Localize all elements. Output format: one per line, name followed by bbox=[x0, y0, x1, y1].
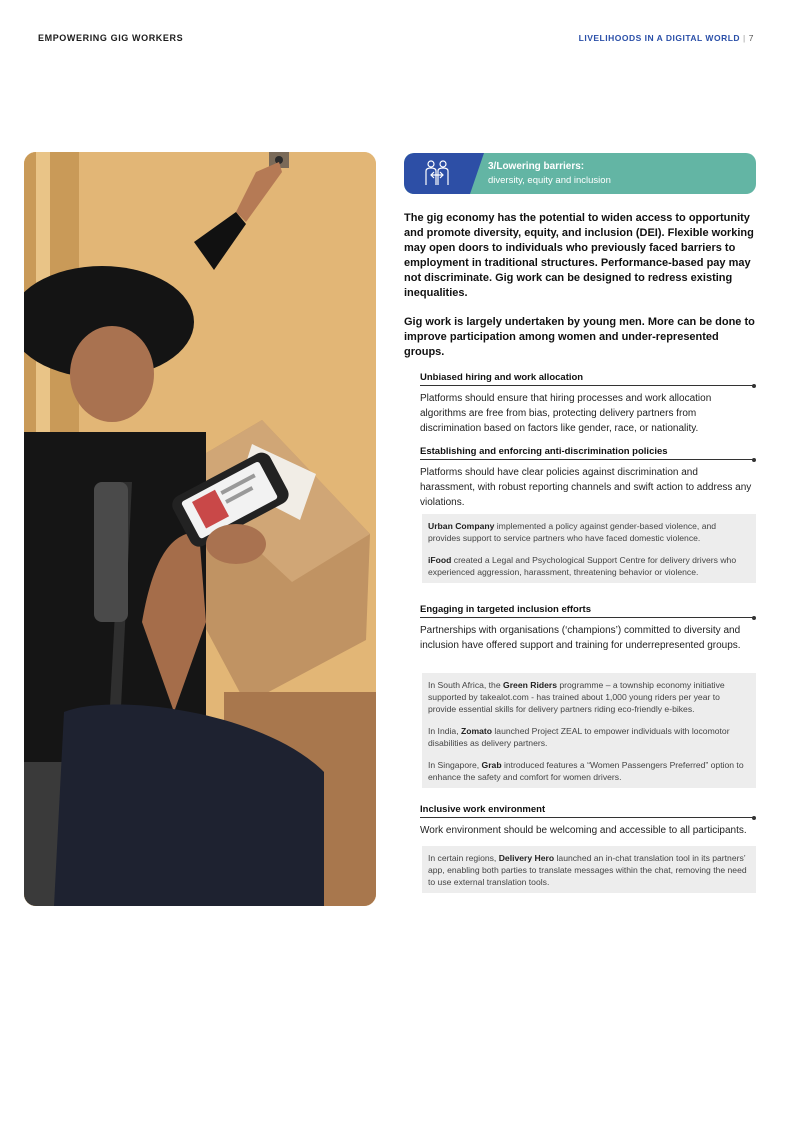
banner-icon-box bbox=[404, 153, 470, 194]
brand-name: Green Riders bbox=[503, 680, 557, 690]
brand-name: iFood bbox=[428, 555, 452, 565]
section-body: Platforms should have clear policies against discrimination and harassment, with robust reporting channels and swift action to address any violations. bbox=[420, 467, 752, 508]
callout-text: introduced features a “Women Passengers Preferred” option to enhance the safety and comfort for women drivers. bbox=[428, 760, 744, 782]
callout-text: In South Africa, the bbox=[428, 680, 504, 690]
callout-text: In India, bbox=[428, 726, 461, 736]
section-heading: Engaging in targeted inclusion efforts bbox=[420, 604, 755, 618]
callout-item bbox=[428, 725, 750, 749]
callout-item bbox=[428, 852, 750, 888]
callout-text: launched an in-chat translation tool in its partners’ app, enabling both parties to translate messages within the chat, removing the need to use external translation tools. bbox=[428, 853, 747, 887]
callout-text: programme – a township economy initiative supported by takealot.com - has trained about 1,000 young riders per year to provide essential skills for delivery partners riding eco-friendly e-bikes. bbox=[428, 680, 725, 714]
callout-item bbox=[428, 759, 750, 783]
brand-name: Zomato bbox=[460, 726, 492, 736]
callout-text: In Singapore, bbox=[428, 760, 482, 770]
section-heading: Inclusive work environment bbox=[420, 804, 755, 818]
section-body: Platforms should ensure that hiring processes and work allocation algorithms are free from bias, protecting delivery partners from discrimination based on factors like gender, race, or nationality. bbox=[420, 393, 712, 434]
running-header bbox=[579, 33, 754, 43]
page-number: 7 bbox=[748, 33, 754, 43]
callout-item bbox=[428, 679, 750, 715]
people-icon bbox=[422, 159, 452, 189]
intro-paragraph: The gig economy has the potential to widen access to opportunity and promote diversity, equity, and inclusion (DEI). Flexible working may open doors to individuals who previously faced barriers to employment in traditional structures. Performance-based pay may not discriminate. Gig work can be designed to redress existing inequalities. bbox=[404, 212, 754, 299]
intro-paragraph: Gig work is largely undertaken by young men. More can be done to improve participation among women and under-represented groups. bbox=[404, 316, 755, 358]
photo-illustration bbox=[24, 152, 376, 906]
callout-item bbox=[428, 554, 750, 578]
section-anti-discrimination bbox=[420, 446, 755, 510]
section-banner bbox=[404, 153, 756, 194]
section-unbiased-hiring bbox=[420, 372, 755, 436]
brand-name: Delivery Hero bbox=[498, 853, 555, 863]
publication-title: LIVELIHOODS IN A DIGITAL WORLD bbox=[578, 33, 741, 43]
brand-name: Grab bbox=[481, 760, 502, 770]
callout-text: launched Project ZEAL to empower individuals with locomotor disabilities as delivery partners. bbox=[428, 726, 730, 748]
section-body: Partnerships with organisations (‘champions’) committed to diversity and inclusion have offered support and training for underrepresented groups. bbox=[420, 625, 741, 651]
section-work-environment bbox=[420, 804, 755, 838]
document-section-title: EMPOWERING GIG WORKERS bbox=[38, 33, 184, 43]
callout-text: created a Legal and Psychological Support Centre for delivery drivers who experienced aggression, harassment, threatening behavior or violence. bbox=[428, 555, 737, 577]
section-heading: Establishing and enforcing anti-discrimination policies bbox=[420, 446, 755, 460]
banner-subtitle: diversity, equity and inclusion bbox=[488, 175, 611, 186]
section-body: Work environment should be welcoming and accessible to all participants. bbox=[420, 825, 747, 836]
delivery-worker-photo bbox=[24, 152, 376, 906]
callout-text: implemented a policy against gender-based violence, and provides support to service partners who have faced domestic violence. bbox=[428, 521, 717, 543]
brand-name: Urban Company bbox=[428, 521, 495, 531]
callout-item bbox=[428, 520, 750, 544]
callout-text: In certain regions, bbox=[428, 853, 499, 863]
section-inclusion-efforts bbox=[420, 604, 755, 653]
banner-title: 3/Lowering barriers: bbox=[488, 161, 585, 172]
callout-box bbox=[422, 514, 756, 583]
section-heading: Unbiased hiring and work allocation bbox=[420, 372, 755, 386]
callout-box bbox=[422, 846, 756, 893]
callout-box bbox=[422, 673, 756, 788]
header-separator: | bbox=[743, 33, 746, 43]
